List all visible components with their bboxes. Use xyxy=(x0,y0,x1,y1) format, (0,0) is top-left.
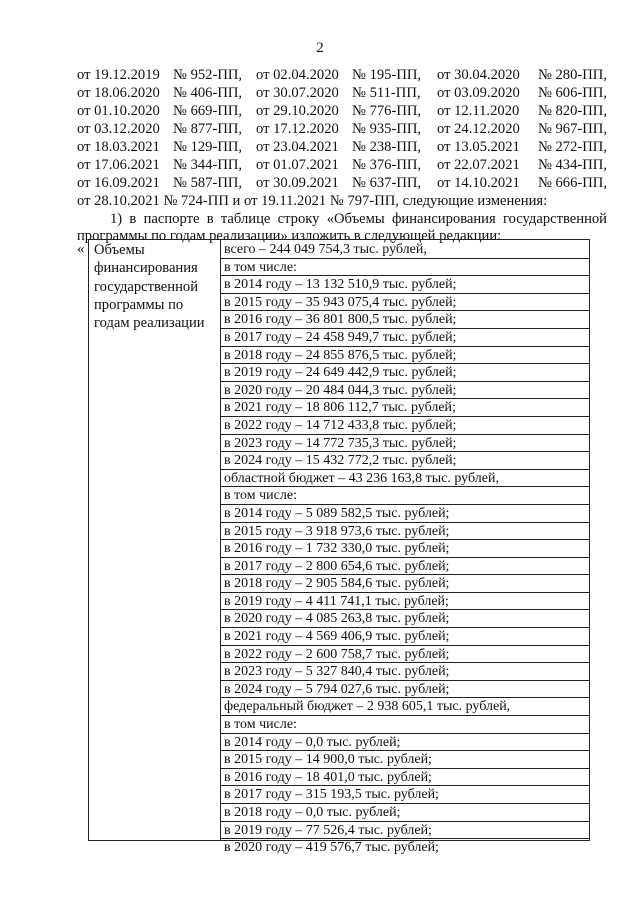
amount-line: в 2017 году – 315 193,5 тыс. рублей; xyxy=(221,786,589,804)
amount-line: в 2016 году – 18 401,0 тыс. рублей; xyxy=(221,769,589,787)
opening-quote: « xyxy=(77,241,85,257)
amount-line: в 2014 году – 0,0 тыс. рублей; xyxy=(221,734,589,752)
amount-line: в 2018 году – 0,0 тыс. рублей; xyxy=(221,804,589,822)
decree-number: № 238-ПП, xyxy=(352,139,422,155)
amount-line: в том числе: xyxy=(221,487,589,505)
decree-date: от 23.04.2021 xyxy=(256,139,339,155)
item-line-2: программы по годам реализации» изложить в следующей редакции: xyxy=(77,228,502,244)
decree-row xyxy=(77,156,607,174)
amount-line: федеральный бюджет – 2 938 605,1 тыс. рублей, xyxy=(221,698,589,716)
decree-number: № 129-ПП, xyxy=(173,139,243,155)
decree-number: № 967-ПП, xyxy=(537,121,607,137)
amount-line: в 2018 году – 24 855 876,5 тыс. рублей; xyxy=(221,347,589,365)
amount-line: в 2021 году – 4 569 406,9 тыс. рублей; xyxy=(221,628,589,646)
decree-row xyxy=(77,102,607,120)
row-label-line: государственной xyxy=(94,278,199,295)
decree-number: № 272-ПП, xyxy=(537,139,607,155)
decree-number: № 376-ПП, xyxy=(352,157,422,173)
decree-row xyxy=(77,174,607,192)
amount-line: в 2015 году – 35 943 075,4 тыс. рублей; xyxy=(221,294,589,312)
amount-line: в 2016 году – 1 732 330,0 тыс. рублей; xyxy=(221,540,589,558)
amount-line: в 2020 году – 20 484 044,3 тыс. рублей; xyxy=(221,382,589,400)
final-decree-line: от 28.10.2021 № 724-ПП и от 19.11.2021 № 797-ПП, следующие изменения: xyxy=(77,193,548,209)
decree-row xyxy=(77,66,607,84)
decree-row xyxy=(77,138,607,156)
decree-date: от 17.06.2021 xyxy=(77,157,160,173)
amount-line: в 2019 году – 77 526,4 тыс. рублей; xyxy=(221,822,589,840)
decree-date: от 02.04.2020 xyxy=(256,67,339,83)
decree-number: № 666-ПП, xyxy=(537,175,607,191)
decree-date: от 30.04.2020 xyxy=(437,67,520,83)
amount-line: в 2022 году – 2 600 758,7 тыс. рублей; xyxy=(221,646,589,664)
decree-number: № 587-ПП, xyxy=(173,175,243,191)
decree-date: от 03.12.2020 xyxy=(77,121,160,137)
amount-line: в 2019 году – 4 411 741,1 тыс. рублей; xyxy=(221,593,589,611)
decree-number: № 952-ПП, xyxy=(173,67,243,83)
row-label-line: финансирования xyxy=(94,260,198,277)
amount-line: в 2024 году – 15 432 772,2 тыс. рублей; xyxy=(221,452,589,470)
decree-number: № 434-ПП, xyxy=(537,157,607,173)
decree-number: № 344-ПП, xyxy=(173,157,243,173)
amount-line: всего – 244 049 754,3 тыс. рублей, xyxy=(221,241,589,259)
row-label-cell xyxy=(89,240,221,840)
amount-line: в 2023 году – 5 327 840,4 тыс. рублей; xyxy=(221,663,589,681)
amount-line: в 2014 году – 13 132 510,9 тыс. рублей; xyxy=(221,276,589,294)
row-label-line: программы по xyxy=(94,296,184,313)
decree-number: № 669-ПП, xyxy=(173,103,243,119)
amount-line: в 2024 году – 5 794 027,6 тыс. рублей; xyxy=(221,681,589,699)
financing-table xyxy=(88,239,590,856)
amount-line: в том числе: xyxy=(221,259,589,277)
decree-date: от 22.07.2021 xyxy=(437,157,520,173)
amount-line: в 2017 году – 24 458 949,7 тыс. рублей; xyxy=(221,329,589,347)
amount-line: в 2020 году – 4 085 263,8 тыс. рублей; xyxy=(221,610,589,628)
amount-line: в 2016 году – 36 801 800,5 тыс. рублей; xyxy=(221,311,589,329)
amount-line: в 2021 году – 18 806 112,7 тыс. рублей; xyxy=(221,399,589,417)
amount-line: в 2017 году – 2 800 654,6 тыс. рублей; xyxy=(221,558,589,576)
decree-date: от 01.07.2021 xyxy=(256,157,339,173)
decree-number: № 877-ПП, xyxy=(173,121,243,137)
decree-number: № 776-ПП, xyxy=(352,103,422,119)
decree-date: от 12.11.2020 xyxy=(437,103,520,119)
decree-date: от 18.06.2020 xyxy=(77,85,160,101)
amount-line: в 2019 году – 24 649 442,9 тыс. рублей; xyxy=(221,364,589,382)
decree-number: № 406-ПП, xyxy=(173,85,243,101)
decree-number: № 935-ПП, xyxy=(352,121,422,137)
amount-line: в 2015 году – 3 918 973,6 тыс. рублей; xyxy=(221,523,589,541)
decree-date: от 24.12.2020 xyxy=(437,121,520,137)
page-number: 2 xyxy=(316,40,324,56)
decree-number: № 280-ПП, xyxy=(537,67,607,83)
row-label-line: годам реализации xyxy=(94,315,205,332)
decree-date: от 14.10.2021 xyxy=(437,175,520,191)
decree-row xyxy=(77,84,607,102)
decree-number: № 511-ПП, xyxy=(352,85,421,101)
decree-date: от 30.07.2020 xyxy=(256,85,339,101)
decree-number: № 606-ПП, xyxy=(537,85,607,101)
amount-line: в 2015 году – 14 900,0 тыс. рублей; xyxy=(221,751,589,769)
decree-date: от 18.03.2021 xyxy=(77,139,160,155)
decree-date: от 29.10.2020 xyxy=(256,103,339,119)
decree-date: от 17.12.2020 xyxy=(256,121,339,137)
amount-line: в 2014 году – 5 089 582,5 тыс. рублей; xyxy=(221,505,589,523)
item-line-1: 1) в паспорте в таблице строку «Объемы финансирования государственной xyxy=(110,211,607,227)
decree-number: № 820-ПП, xyxy=(537,103,607,119)
decree-date: от 30.09.2021 xyxy=(256,175,339,191)
amount-line: в 2018 году – 2 905 584,6 тыс. рублей; xyxy=(221,575,589,593)
amount-line: областной бюджет – 43 236 163,8 тыс. рублей, xyxy=(221,470,589,488)
amount-line: в 2023 году – 14 772 735,3 тыс. рублей; xyxy=(221,435,589,453)
row-label-line: Объемы xyxy=(94,242,145,258)
decree-date: от 01.10.2020 xyxy=(77,103,160,119)
decree-date: от 13.05.2021 xyxy=(437,139,520,155)
decree-date: от 03.09.2020 xyxy=(437,85,520,101)
decree-row xyxy=(77,120,607,138)
amount-line: в 2020 году – 419 576,7 тыс. рублей; xyxy=(224,840,439,856)
decree-date: от 19.12.2019 xyxy=(77,67,160,83)
decree-date: от 16.09.2021 xyxy=(77,175,160,191)
amount-line: в том числе: xyxy=(221,716,589,734)
decree-list xyxy=(77,66,607,192)
amounts-cell xyxy=(221,240,589,856)
decree-number: № 637-ПП, xyxy=(352,175,422,191)
amount-line: в 2022 году – 14 712 433,8 тыс. рублей; xyxy=(221,417,589,435)
decree-number: № 195-ПП, xyxy=(352,67,422,83)
